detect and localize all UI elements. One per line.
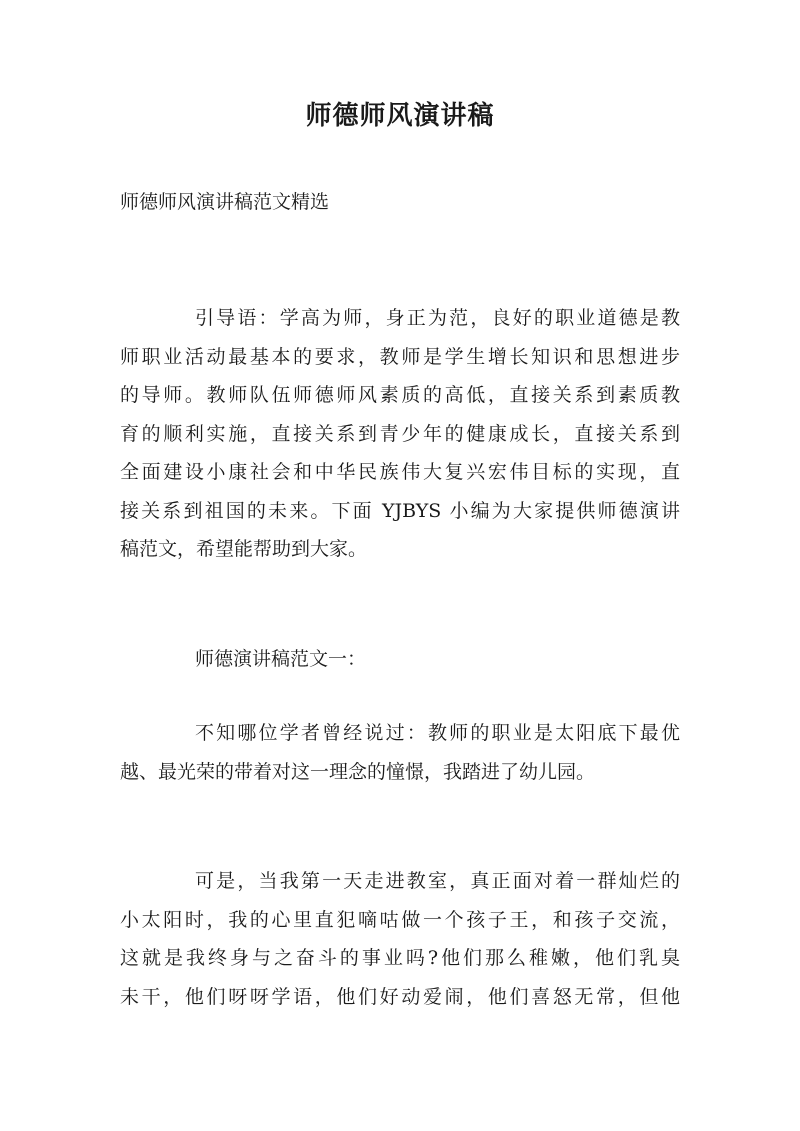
text-line: 引导语：学高为师，身正为范，良好的职业道德是教 xyxy=(195,307,680,329)
document-subtitle: 师德师风演讲稿范文精选 xyxy=(120,191,330,213)
body-paragraph xyxy=(120,714,680,791)
document-title: 师德师风演讲稿 xyxy=(305,101,495,131)
intro-paragraph xyxy=(120,299,680,569)
text-line: 不知哪位学者曾经说过：教师的职业是太阳底下最优 xyxy=(195,722,680,744)
text-line: 接关系到祖国的未来。下面 YJBYS 小编为大家提供师德演讲 xyxy=(120,499,680,522)
section-heading xyxy=(120,640,680,679)
text-line: 全面建设小康社会和中华民族伟大复兴宏伟目标的实现，直 xyxy=(120,461,680,483)
text-line: 师德演讲稿范文一： xyxy=(195,648,367,670)
body-paragraph xyxy=(120,862,680,1016)
text-line: 稿范文，希望能帮助到大家。 xyxy=(120,538,368,560)
text-line: 未干，他们呀呀学语，他们好动爱闹，他们喜怒无常，但他 xyxy=(120,985,680,1008)
text-line: 育的顺利实施，直接关系到青少年的健康成长，直接关系到 xyxy=(120,422,680,445)
text-line: 越、最光荣的带着对这一理念的憧憬，我踏进了幼儿园。 xyxy=(120,760,596,783)
text-line: 这就是我终身与之奋斗的事业吗?他们那么稚嫩，他们乳臭 xyxy=(120,947,680,969)
text-line: 师职业活动最基本的要求，教师是学生增长知识和思想进步 xyxy=(120,345,680,368)
text-line: 的导师。教师队伍师德师风素质的高低，直接关系到素质教 xyxy=(120,384,680,406)
text-line: 小太阳时，我的心里直犯嘀咕做一个孩子王，和孩子交流， xyxy=(120,908,680,931)
text-line: 可是，当我第一天走进教室，真正面对着一群灿烂的 xyxy=(195,870,680,892)
